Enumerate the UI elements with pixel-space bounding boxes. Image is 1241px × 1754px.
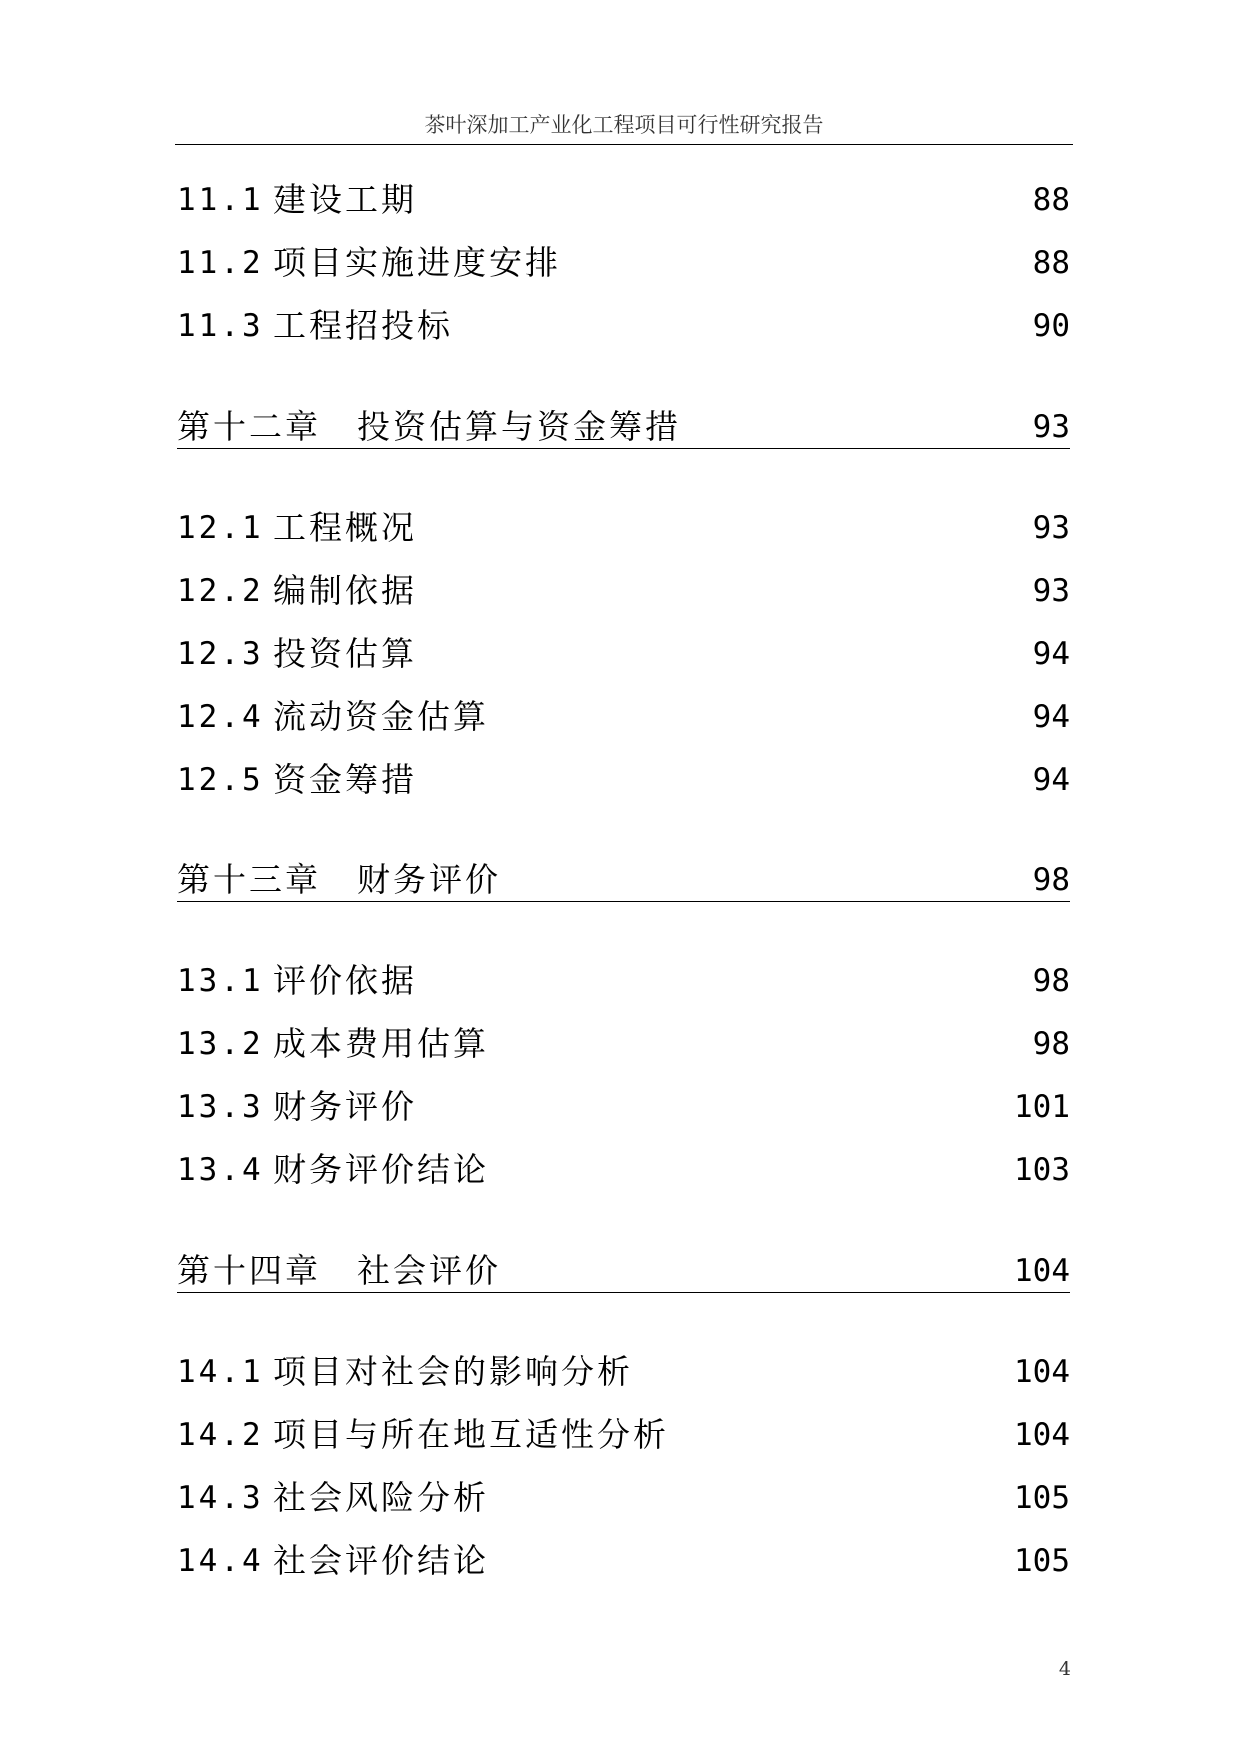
toc-entry-number: 13.2 [177,1026,264,1062]
toc-entry-number: 11.3 [177,308,264,344]
toc-entry-page: 103 [1014,1152,1070,1188]
toc-chapter-13[interactable] [177,855,1070,902]
toc-entry-title: 建设工期 [273,180,417,219]
toc-entry-page: 101 [1014,1089,1070,1125]
toc-entry-12-3[interactable] [177,629,1070,679]
toc-entry-title: 投资估算 [273,634,417,673]
toc-entry-number: 14.3 [177,1480,264,1516]
toc-entry-title: 财务评价 [273,1087,417,1126]
toc-chapter-14[interactable] [177,1246,1070,1293]
toc-entry-page: 94 [1032,762,1070,798]
toc-entry-page: 98 [1032,1026,1070,1062]
header-title: 茶叶深加工产业化工程项目可行性研究报告 [424,113,824,137]
toc-entry-page: 104 [1014,1417,1070,1453]
toc-entry-title: 项目与所在地互适性分析 [273,1415,669,1454]
toc-entry-12-2[interactable] [177,566,1070,616]
toc-entry-13-3[interactable] [177,1082,1070,1132]
table-of-contents [177,0,1070,1754]
toc-entry-13-4[interactable] [177,1145,1070,1195]
page-number: 4 [1058,1658,1071,1680]
toc-entry-page: 88 [1032,245,1070,281]
toc-entry-page: 93 [1032,573,1070,609]
toc-entry-title: 评价依据 [273,961,417,1000]
toc-entry-page: 104 [1014,1354,1070,1390]
toc-entry-number: 12.4 [177,699,264,735]
toc-chapter-title: 第十三章 财务评价 [177,860,501,899]
toc-entry-number: 14.2 [177,1417,264,1453]
toc-chapter-page: 104 [1014,1253,1070,1289]
toc-entry-number: 11.2 [177,245,264,281]
toc-entry-12-4[interactable] [177,692,1070,742]
toc-chapter-page: 93 [1032,409,1070,445]
toc-chapter-title: 第十四章 社会评价 [177,1251,501,1290]
toc-chapter-12[interactable] [177,402,1070,449]
toc-entry-page: 94 [1032,699,1070,735]
toc-entry-page: 105 [1014,1543,1070,1579]
toc-entry-number: 12.2 [177,573,264,609]
toc-entry-number: 13.3 [177,1089,264,1125]
toc-entry-title: 社会评价结论 [273,1541,489,1580]
toc-entry-number: 12.5 [177,762,264,798]
toc-entry-number: 12.3 [177,636,264,672]
toc-entry-number: 11.1 [177,182,264,218]
toc-entry-14-1[interactable] [177,1347,1070,1397]
toc-entry-13-2[interactable] [177,1019,1070,1069]
toc-entry-number: 12.1 [177,510,264,546]
toc-entry-11-1[interactable] [177,175,1070,225]
toc-entry-title: 资金筹措 [273,760,417,799]
toc-entry-title: 财务评价结论 [273,1150,489,1189]
toc-entry-11-3[interactable] [177,301,1070,351]
toc-entry-11-2[interactable] [177,238,1070,288]
toc-chapter-page: 98 [1032,862,1070,898]
toc-entry-title: 流动资金估算 [273,697,489,736]
toc-entry-number: 13.4 [177,1152,264,1188]
toc-entry-title: 项目实施进度安排 [273,243,561,282]
toc-entry-title: 编制依据 [273,571,417,610]
toc-entry-page: 98 [1032,963,1070,999]
toc-entry-page: 90 [1032,308,1070,344]
toc-entry-14-4[interactable] [177,1536,1070,1586]
toc-entry-12-1[interactable] [177,503,1070,553]
toc-entry-page: 88 [1032,182,1070,218]
toc-entry-number: 14.4 [177,1543,264,1579]
toc-entry-page: 105 [1014,1480,1070,1516]
toc-entry-title: 项目对社会的影响分析 [273,1352,633,1391]
toc-entry-14-2[interactable] [177,1410,1070,1460]
toc-entry-12-5[interactable] [177,755,1070,805]
toc-entry-title: 工程概况 [273,508,417,547]
toc-chapter-title: 第十二章 投资估算与资金筹措 [177,407,681,446]
toc-entry-14-3[interactable] [177,1473,1070,1523]
toc-entry-title: 社会风险分析 [273,1478,489,1517]
toc-entry-title: 成本费用估算 [273,1024,489,1063]
toc-entry-number: 14.1 [177,1354,264,1390]
toc-entry-title: 工程招投标 [273,306,453,345]
toc-entry-13-1[interactable] [177,956,1070,1006]
toc-entry-page: 94 [1032,636,1070,672]
toc-entry-page: 93 [1032,510,1070,546]
toc-entry-number: 13.1 [177,963,264,999]
